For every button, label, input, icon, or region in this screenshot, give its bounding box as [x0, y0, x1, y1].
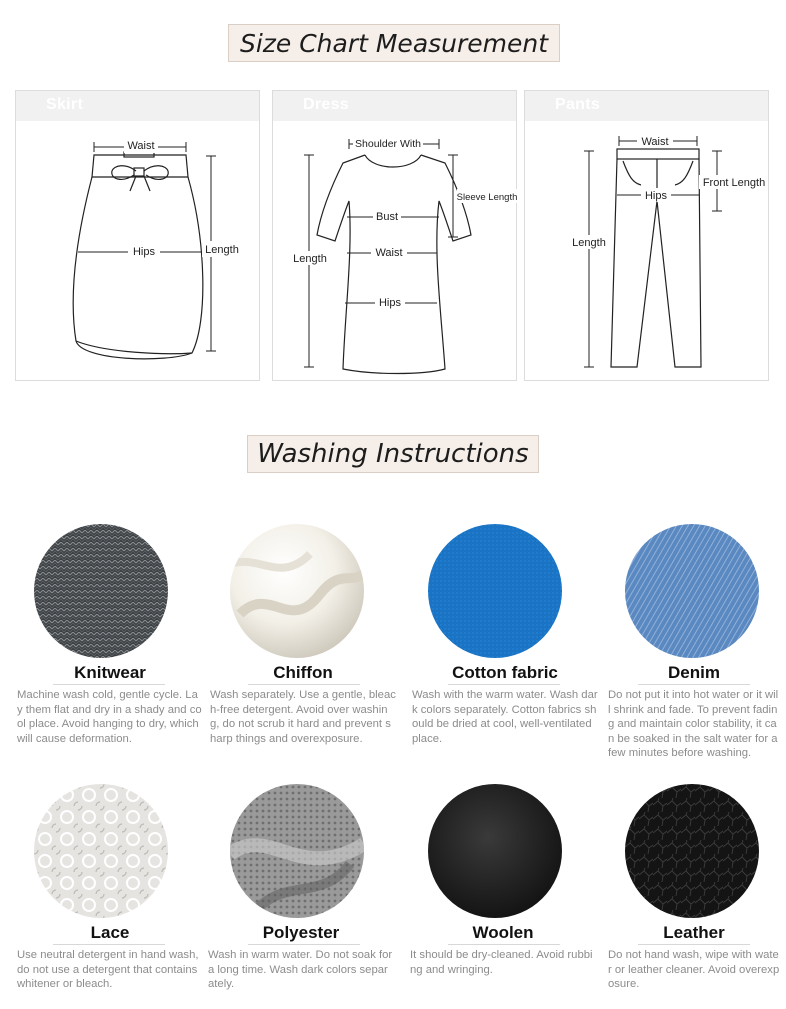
- fabric-name: Knitwear: [74, 663, 146, 682]
- dress-bust-label: Bust: [375, 211, 399, 223]
- fabric-description: Wash separately. Use a gentle, bleach-free detergent. Avoid over washing, do not scrub it hard and prevent sharp things and overexposure.: [210, 689, 396, 745]
- pants-panel: [524, 90, 769, 381]
- fabric-card-leather: [608, 784, 780, 1004]
- pants-waist-label: Waist: [641, 136, 669, 148]
- fabric-description: Wash in warm water. Do not soak for a long time. Wash dark colors separately.: [208, 949, 393, 991]
- dress-waist-label: Waist: [375, 247, 403, 259]
- fabric-name: Leather: [663, 923, 725, 942]
- fabric-divider: [248, 684, 360, 685]
- fabric-card-lace: [17, 784, 203, 1004]
- fabric-divider: [248, 944, 360, 945]
- fabric-card-cotton: [412, 524, 598, 754]
- chiffon-swatch-icon: [230, 524, 364, 658]
- skirt-diagram: [16, 91, 261, 382]
- fabric-description: It should be dry-cleaned. Avoid rubbing and wringing.: [410, 949, 593, 976]
- fabric-card-denim: [608, 524, 780, 774]
- fabric-description: Do not hand wash, wipe with water or leather cleaner. Avoid overexposure.: [608, 949, 780, 991]
- dress-heading: Dress: [273, 91, 516, 121]
- fabric-description: Machine wash cold, gentle cycle. Lay them flat and dry in a shady and cool place. Avoid hanging to dry, which will cause deformation.: [17, 689, 202, 745]
- dress-length-label: Length: [293, 253, 327, 265]
- fabric-divider: [53, 944, 165, 945]
- dress-shoulder-label: Shoulder With: [355, 138, 421, 150]
- fabric-name: Denim: [668, 663, 720, 682]
- dress-sleeve-label: Sleeve Length: [456, 192, 518, 203]
- lace-swatch-icon: [34, 784, 168, 918]
- fabric-card-polyester: [208, 784, 394, 1004]
- fabric-description: Do not put it into hot water or it will shrink and fade. To prevent fading and maintain color stability, it can be soaked in the salt water for a few minutes before washing.: [608, 689, 779, 760]
- woolen-swatch-icon: [428, 784, 562, 918]
- skirt-hips-label: Hips: [132, 246, 156, 258]
- skirt-waist-label: Waist: [127, 140, 155, 152]
- skirt-length-label: Length: [205, 244, 239, 256]
- fabric-description: Wash with the warm water. Wash dark colors separately. Cotton fabrics should be dried at cool, well-ventilated place.: [412, 689, 598, 745]
- leather-swatch-icon: [625, 784, 759, 918]
- fabric-divider: [448, 944, 560, 945]
- fabric-name: Chiffon: [273, 663, 333, 682]
- fabric-name: Cotton fabric: [452, 663, 558, 682]
- pants-heading: Pants: [525, 91, 768, 121]
- fabric-divider: [448, 684, 560, 685]
- dress-panel: [272, 90, 517, 381]
- size-chart-title: Size Chart Measurement: [228, 24, 560, 62]
- fabric-name: Woolen: [472, 923, 534, 942]
- dress-diagram: [273, 91, 518, 382]
- fabric-description: Use neutral detergent in hand wash, do not use a detergent that contains whitener or bleach.: [17, 949, 199, 991]
- pants-hips-label: Hips: [644, 190, 668, 202]
- dress-hips-label: Hips: [378, 297, 402, 309]
- washing-title: Washing Instructions: [247, 435, 539, 473]
- knitwear-swatch-icon: [34, 524, 168, 658]
- polyester-swatch-icon: [230, 784, 364, 918]
- pants-diagram: [525, 91, 770, 382]
- denim-swatch-icon: [625, 524, 759, 658]
- pants-front-length-label: Front Length: [702, 177, 766, 189]
- skirt-panel: [15, 90, 260, 381]
- fabric-name: Lace: [90, 923, 130, 942]
- pants-length-label: Length: [572, 237, 606, 249]
- fabric-divider: [53, 684, 165, 685]
- fabric-card-woolen: [410, 784, 596, 1004]
- fabric-divider: [638, 684, 750, 685]
- fabric-card-chiffon: [210, 524, 396, 754]
- fabric-divider: [638, 944, 750, 945]
- fabric-name: Polyester: [262, 923, 340, 942]
- skirt-heading: Skirt: [16, 91, 259, 121]
- fabric-card-knitwear: [17, 524, 203, 754]
- cotton-swatch-icon: [428, 524, 562, 658]
